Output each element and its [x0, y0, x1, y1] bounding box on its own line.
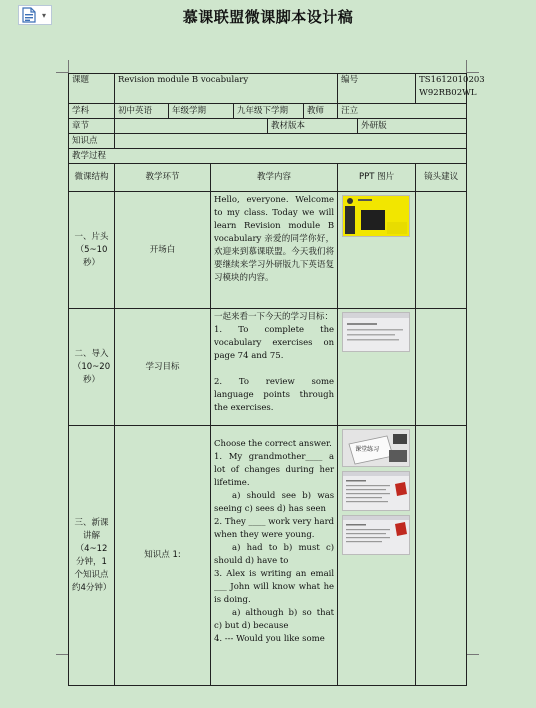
content-paragraph: 1. To complete the vocabulary exercises on page 74 and 75.: [214, 325, 335, 361]
row-stage: 学习目标: [115, 309, 211, 426]
row-shot: [416, 426, 467, 686]
content-paragraph: 4. --- Would you like some: [214, 634, 325, 644]
row-structure: 一、片头（5~10秒）: [69, 192, 115, 309]
id-value: [416, 74, 485, 104]
table-row: [69, 192, 467, 309]
ppt-thumbnail-exercise-1: [342, 471, 410, 511]
term-label: 年级学期: [169, 104, 234, 119]
ppt-thumbnail-intro: [342, 195, 410, 237]
id-value-line2: W92RB02WL: [419, 88, 477, 98]
chevron-down-icon: ▾: [42, 10, 47, 20]
ppt-thumbnail-exercise-2: [342, 515, 410, 555]
subject-label: 学科: [69, 104, 115, 119]
chapter-value: [115, 119, 268, 134]
row-stage: 知识点 1:: [115, 426, 211, 686]
content-paragraph: Hello, everyone. Welcome to my class. Today we will learn Revision module B vocabulary 亲爱的同学你好，欢迎来到慕课联盟。今天我们将要继续来学习外研版九下英语复习模块的内容。: [214, 195, 335, 283]
id-label: 编号: [338, 74, 416, 104]
teacher-value: 汪立: [338, 104, 467, 119]
edition-value: 外研版: [358, 119, 467, 134]
teacher-label: 教师: [304, 104, 338, 119]
row-shot: [416, 192, 467, 309]
topic-value: Revision module B vocabulary: [115, 74, 338, 104]
crop-mark-bottom-right: [466, 654, 479, 667]
row-stage: 开场白: [115, 192, 211, 309]
subject-value: 初中英语: [115, 104, 169, 119]
row-content: [211, 192, 338, 309]
content-paragraph: 3. Alex is writing an email ___ John will know what he is doing.: [214, 569, 335, 605]
topic-label: 课题: [69, 74, 115, 104]
slide-practice-label: 课堂练习: [355, 446, 380, 453]
row-structure: 二、导入（10~20秒）: [69, 309, 115, 426]
ppt-thumbnail-objectives: [342, 312, 410, 352]
row-structure: 三、新课讲解（4~12分钟，1个知识点约4分钟）: [69, 426, 115, 686]
row-shot: [416, 309, 467, 426]
content-paragraph: 1. My grandmother____ a lot of changes during her lifetime.: [214, 452, 335, 488]
row-ppt: [338, 426, 416, 686]
column-header-stage: 教学环节: [115, 164, 211, 192]
id-value-line1: TS1612010203: [419, 75, 485, 85]
content-paragraph: a) although b) so that c) but d) because: [214, 608, 335, 631]
crop-mark-top-left: [56, 60, 69, 73]
row-ppt: [338, 309, 416, 426]
content-paragraph: 2. They ____ work very hard when they were young.: [214, 517, 335, 540]
script-design-table: [68, 73, 485, 686]
content-paragraph: a) should see b) was seeing c) sees d) has seen: [214, 491, 335, 514]
content-paragraph: Choose the correct answer.: [214, 439, 332, 449]
process-label: 教学过程: [69, 149, 467, 164]
row-content: [211, 309, 338, 426]
crop-mark-top-right: [466, 60, 479, 73]
table-row: [69, 426, 467, 686]
row-ppt: [338, 192, 416, 309]
column-header-shot: 镜头建议: [416, 164, 467, 192]
ppt-thumbnail-practice: [342, 429, 410, 467]
term-value: 九年级下学期: [234, 104, 304, 119]
content-paragraph: 一起来看一下今天的学习目标：: [214, 312, 334, 322]
knowledge-value: [115, 134, 467, 149]
content-paragraph: a) had to b) must c) should d) have to: [214, 543, 335, 566]
document-title: 慕课联盟微课脚本设计稿: [182, 8, 354, 26]
knowledge-label: 知识点: [69, 134, 115, 149]
content-paragraph: [214, 363, 334, 376]
chapter-label: 章节: [69, 119, 115, 134]
column-header-ppt: PPT 图片: [338, 164, 416, 192]
column-header-structure: 微课结构: [69, 164, 115, 192]
column-header-content: 教学内容: [211, 164, 338, 192]
edition-label: 教材版本: [268, 119, 358, 134]
content-paragraph: 2. To review some language points through the exercises.: [214, 377, 335, 413]
table-row: [69, 309, 467, 426]
row-content: [211, 426, 338, 686]
